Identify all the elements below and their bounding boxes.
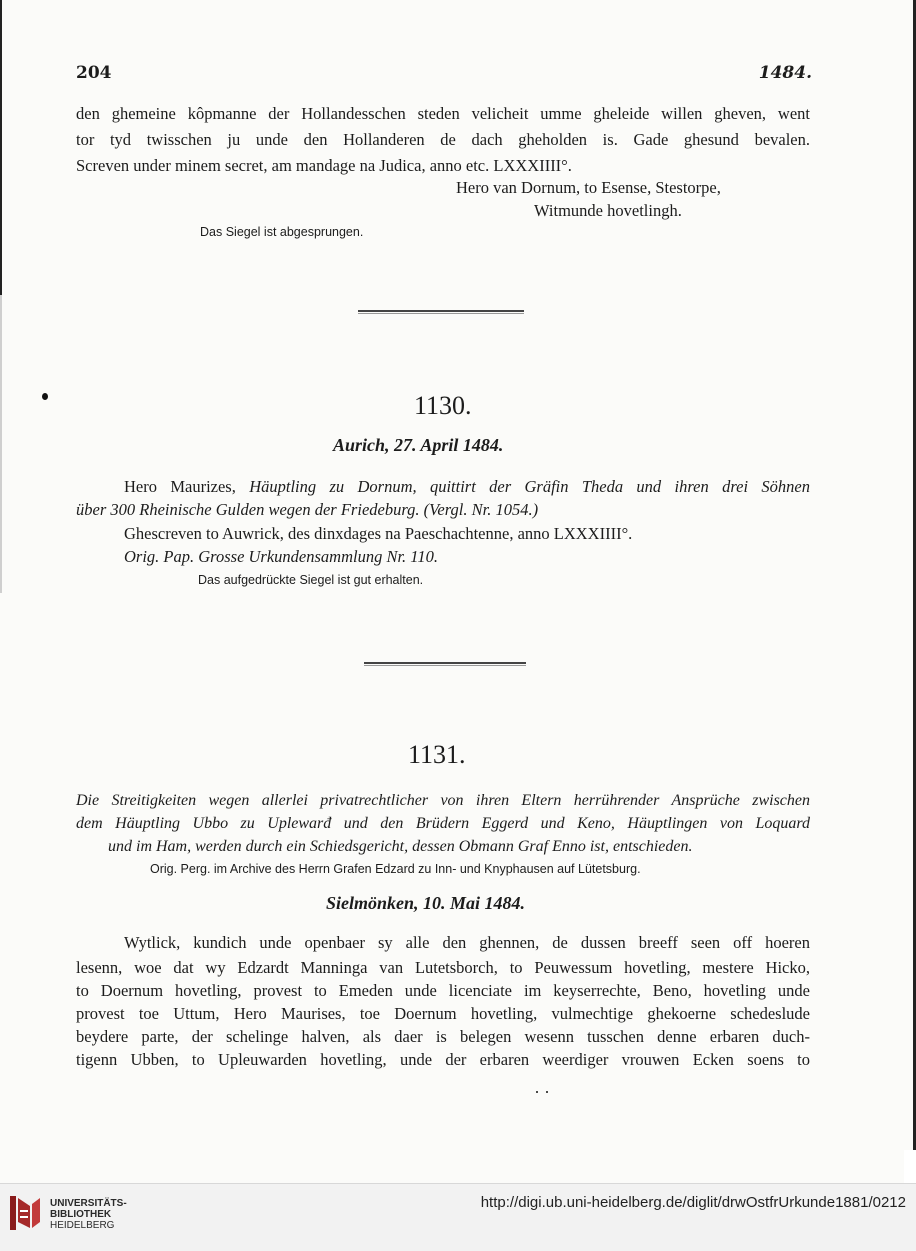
summary-line: und im Ham, werden durch ein Schiedsgericht, dessen Obmann Graf Enno ist, entschieden.	[108, 838, 693, 855]
library-name-line: HEIDELBERG	[50, 1220, 115, 1231]
text-line: lesenn, woe dat wy Edzardt Manninga van Lutetsborch, to Peuwessum hovetling, mestere Hicko,	[76, 958, 810, 977]
library-logo-icon	[8, 1192, 44, 1236]
section-divider	[358, 310, 524, 312]
scan-speck	[546, 1091, 548, 1093]
summary-italic: Häuptling zu Dornum, quittirt der Gräfin Theda und ihren drei Söhnen	[249, 477, 810, 496]
summary-line: Die Streitigkeiten wegen allerlei privatrechtlicher von ihren Eltern herrührender Ansprüche zwischen	[76, 792, 810, 809]
text-line: den ghemeine kôpmanne der Hollandesschen steden velicheit umme gheleide willen gheven, went	[76, 104, 810, 123]
source-note: Orig. Perg. im Archive des Herrn Grafen Edzard zu Inn- und Knyphausen auf Lütetsburg.	[150, 862, 641, 876]
section-divider-shadow	[358, 313, 524, 314]
source-line: Orig. Pap. Grosse Urkundensammlung Nr. 110.	[124, 547, 438, 566]
page-number: 204	[76, 63, 112, 83]
signature-line: Hero van Dornum, to Esense, Stestorpe,	[456, 178, 721, 197]
seal-note: Das Siegel ist abgesprungen.	[200, 225, 364, 239]
text-line: tor tyd twisschen ju unde den Hollanderen de dach gheholden is. Gade ghesund bevalen.	[76, 130, 810, 149]
document-number: 1130.	[414, 391, 472, 420]
scan-edge-corner	[904, 1150, 916, 1183]
summary-line: dem Häuptling Ubbo zu Uplewarđ und den Brüdern Eggerd und Keno, Häuptlingen von Loquard	[76, 815, 810, 832]
scan-edge-left	[0, 0, 2, 295]
place-date: Sielmönken, 10. Mai 1484.	[326, 893, 526, 913]
document-number: 1131.	[408, 740, 466, 769]
seal-note: Das aufgedrückte Siegel ist gut erhalten.	[198, 573, 424, 587]
section-divider-shadow	[364, 665, 526, 666]
text-line: to Doernum hovetling, provest to Emeden unde licenciate im keyserrechte, Beno, hovetling unde	[76, 981, 810, 1000]
place-date: Aurich, 27. April 1484.	[333, 435, 504, 455]
running-head-year: 1484.	[758, 63, 812, 83]
library-name	[50, 1198, 127, 1231]
scan-speck	[536, 1091, 538, 1093]
permalink[interactable]: http://digi.ub.uni-heidelberg.de/diglit/drwOstfrUrkunde1881/0212	[480, 1194, 906, 1211]
library-name-line: UNIVERSITÄTS-	[50, 1198, 127, 1209]
text-line: Wytlick, kundich unde openbaer sy alle den ghennen, de dussen breeff seen off hoeren	[124, 933, 810, 952]
dating-line: Ghescreven to Auwrick, des dinxdages na Paeschachtenne, anno LXXXIIII°.	[124, 524, 633, 543]
scan-edge-left-faint	[0, 295, 2, 593]
scan-speck	[42, 393, 48, 400]
summary-line: über 300 Rheinische Gulden wegen der Friedeburg. (Vergl. Nr. 1054.)	[76, 500, 539, 519]
section-divider	[364, 662, 526, 664]
text-line: provest toe Uttum, Hero Maurises, toe Doernum hovetling, vulmechtige ghekoerne schedeslude	[76, 1004, 810, 1023]
signature-line: Witmunde hovetlingh.	[534, 201, 682, 220]
text-line: tigenn Ubben, to Upleuwarden hovetling, unde der erbaren weerdiger vrouwen Ecken soens to	[76, 1050, 810, 1069]
text-line: Screven under minem secret, am mandage na Judica, anno etc. LXXXIIII°.	[76, 156, 572, 175]
library-name-line: BIBLIOTHEK	[50, 1209, 112, 1220]
text-line: beydere parte, der schelinge halven, als daer is belegen wesenn tusschen denne erbaren duch-	[76, 1027, 810, 1046]
summary-name: Hero Maurizes,	[124, 477, 250, 496]
